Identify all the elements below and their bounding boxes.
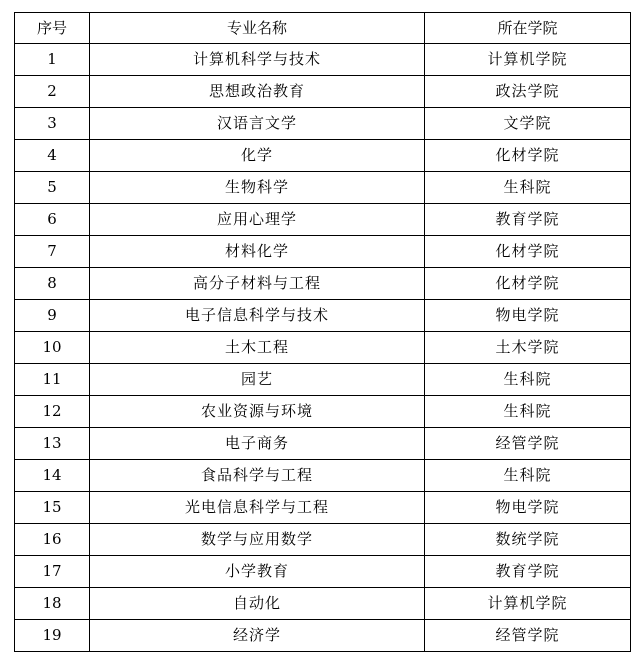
cell-college: 化材学院	[425, 268, 631, 300]
cell-index: 4	[15, 140, 90, 172]
cell-major-name: 电子信息科学与技术	[90, 300, 425, 332]
cell-college: 化材学院	[425, 236, 631, 268]
cell-college: 数统学院	[425, 524, 631, 556]
cell-index: 18	[15, 588, 90, 620]
table-row	[15, 332, 631, 364]
major-table	[14, 12, 631, 652]
table-row	[15, 428, 631, 460]
cell-index: 15	[15, 492, 90, 524]
cell-college: 教育学院	[425, 204, 631, 236]
header-index: 序号	[15, 13, 90, 44]
table-row	[15, 524, 631, 556]
cell-major-name: 园艺	[90, 364, 425, 396]
cell-major-name: 应用心理学	[90, 204, 425, 236]
cell-major-name: 高分子材料与工程	[90, 268, 425, 300]
cell-major-name: 化学	[90, 140, 425, 172]
cell-college: 化材学院	[425, 140, 631, 172]
cell-index: 6	[15, 204, 90, 236]
cell-major-name: 自动化	[90, 588, 425, 620]
cell-index: 17	[15, 556, 90, 588]
cell-college: 经管学院	[425, 428, 631, 460]
table-row	[15, 396, 631, 428]
header-college: 所在学院	[425, 13, 631, 44]
table-row	[15, 460, 631, 492]
table-row	[15, 300, 631, 332]
cell-major-name: 土木工程	[90, 332, 425, 364]
cell-major-name: 光电信息科学与工程	[90, 492, 425, 524]
cell-college: 物电学院	[425, 300, 631, 332]
header-row	[15, 13, 631, 44]
table-row	[15, 620, 631, 652]
table-row	[15, 492, 631, 524]
cell-index: 5	[15, 172, 90, 204]
cell-index: 14	[15, 460, 90, 492]
cell-index: 13	[15, 428, 90, 460]
table-row	[15, 588, 631, 620]
cell-major-name: 经济学	[90, 620, 425, 652]
cell-major-name: 电子商务	[90, 428, 425, 460]
cell-index: 10	[15, 332, 90, 364]
table-row	[15, 44, 631, 76]
table-row	[15, 140, 631, 172]
cell-college: 生科院	[425, 172, 631, 204]
table-body	[15, 44, 631, 652]
cell-index: 19	[15, 620, 90, 652]
cell-college: 计算机学院	[425, 44, 631, 76]
cell-major-name: 小学教育	[90, 556, 425, 588]
cell-college: 物电学院	[425, 492, 631, 524]
cell-college: 生科院	[425, 364, 631, 396]
cell-index: 8	[15, 268, 90, 300]
header-major-name: 专业名称	[90, 13, 425, 44]
cell-index: 16	[15, 524, 90, 556]
table-row	[15, 236, 631, 268]
cell-college: 政法学院	[425, 76, 631, 108]
table-row	[15, 172, 631, 204]
cell-college: 教育学院	[425, 556, 631, 588]
cell-major-name: 计算机科学与技术	[90, 44, 425, 76]
cell-major-name: 农业资源与环境	[90, 396, 425, 428]
table-header	[15, 13, 631, 44]
cell-college: 计算机学院	[425, 588, 631, 620]
cell-major-name: 思想政治教育	[90, 76, 425, 108]
table-row	[15, 108, 631, 140]
cell-index: 9	[15, 300, 90, 332]
cell-index: 3	[15, 108, 90, 140]
cell-index: 1	[15, 44, 90, 76]
table-row	[15, 76, 631, 108]
table-row	[15, 268, 631, 300]
cell-index: 12	[15, 396, 90, 428]
cell-college: 土木学院	[425, 332, 631, 364]
table-row	[15, 204, 631, 236]
cell-college: 生科院	[425, 460, 631, 492]
cell-index: 7	[15, 236, 90, 268]
cell-major-name: 汉语言文学	[90, 108, 425, 140]
cell-major-name: 生物科学	[90, 172, 425, 204]
cell-index: 2	[15, 76, 90, 108]
cell-major-name: 食品科学与工程	[90, 460, 425, 492]
cell-index: 11	[15, 364, 90, 396]
table-row	[15, 556, 631, 588]
cell-college: 经管学院	[425, 620, 631, 652]
table-row	[15, 364, 631, 396]
cell-college: 文学院	[425, 108, 631, 140]
cell-major-name: 数学与应用数学	[90, 524, 425, 556]
cell-college: 生科院	[425, 396, 631, 428]
cell-major-name: 材料化学	[90, 236, 425, 268]
